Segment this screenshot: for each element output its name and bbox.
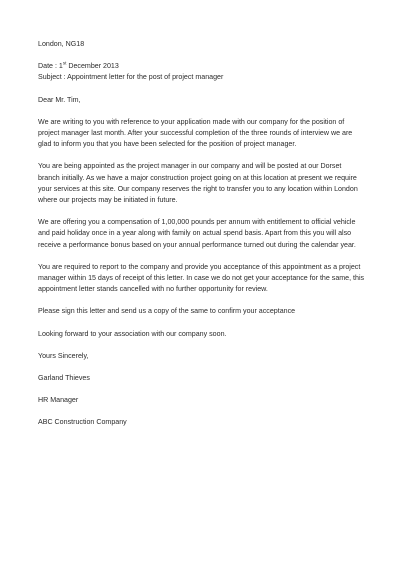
looking-forward: Looking forward to your association with our company soon. [38, 329, 227, 338]
paragraph-compensation [38, 217, 368, 251]
paragraph-line: manager within 15 days of receipt of this letter. In case we do not get your acceptance for the same, this [38, 274, 365, 283]
paragraph-line: your services at this site. Our company reserves the right to transfer you to any location within London [38, 184, 358, 193]
paragraph-line: branch initially. As we have a major construction project going on at this location at present we require [38, 173, 357, 182]
paragraph-posting [38, 161, 368, 206]
letter-subject: Subject : Appointment letter for the post of project manager [38, 73, 224, 82]
signer-title: HR Manager [38, 396, 79, 405]
date-ordinal: st [62, 60, 67, 66]
paragraph-line: where our projects may be initiated in future. [38, 196, 178, 205]
paragraph-line: You are being appointed as the project manager in our company and will be posted at our Dorset [38, 162, 342, 171]
paragraph-line: appointment letter stands cancelled with no further opportunity for review. [38, 285, 268, 294]
salutation: Dear Mr. Tim, [38, 95, 81, 104]
letter-date [38, 61, 368, 72]
paragraph-line: glad to inform you that you have been selected for the position of project manager. [38, 140, 297, 149]
paragraph-line: We are writing to you with reference to your application made with our company for the position of [38, 117, 345, 126]
date-label: Date : [38, 62, 59, 71]
date-day: 1 [58, 62, 63, 71]
paragraph-application [38, 117, 368, 151]
paragraph-line: and paid holiday once in a year along with family on actual spend basis. Apart from this you will also [38, 229, 352, 238]
paragraph-line: project manager last month. After your successful completion of the three rounds of interview we are [38, 129, 353, 138]
appointment-letter [38, 39, 368, 429]
signer-name: Garland Thieves [38, 374, 90, 383]
closing: Yours Sincerely, [38, 351, 89, 360]
paragraph-line: receive a performance bonus based on your annual performance turned out during the calendar year. [38, 240, 356, 249]
sign-request: Please sign this letter and send us a copy of the same to confirm your acceptance [38, 307, 296, 316]
paragraph-line: We are offering you a compensation of 1,00,000 pounds per annum with entitlement to official vehicle [38, 218, 356, 227]
date-rest: December 2013 [66, 62, 119, 71]
company-name: ABC Construction Company [38, 418, 127, 427]
paragraph-reporting [38, 262, 368, 296]
paragraph-line: You are required to report to the company and provide you acceptance of this appointment as a project [38, 262, 361, 271]
sender-address: London, NG18 [38, 40, 85, 48]
